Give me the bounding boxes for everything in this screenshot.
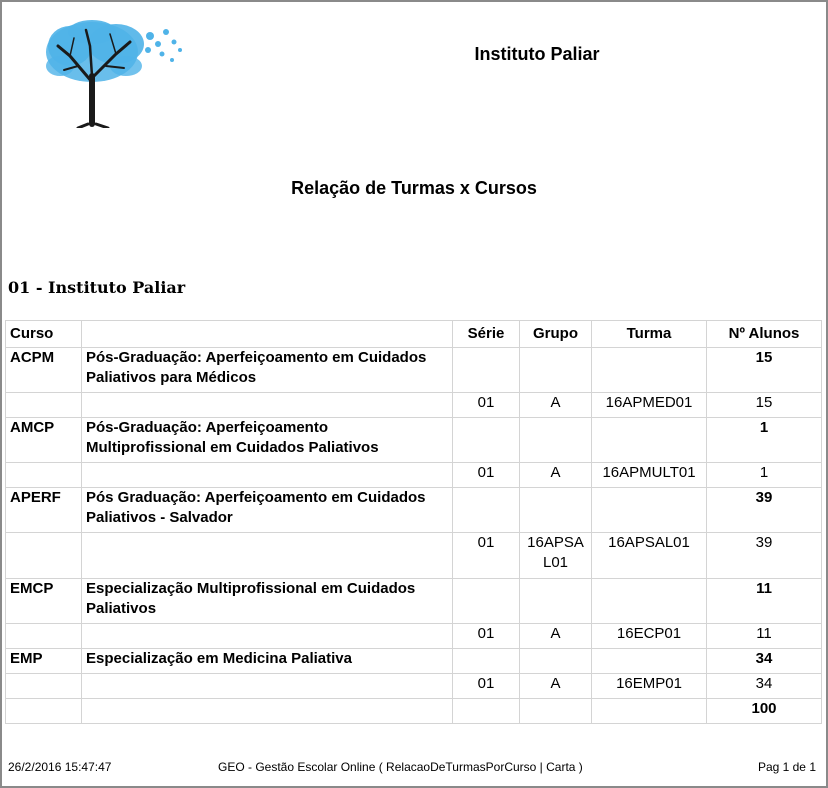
class-alunos: 39 [707,533,822,579]
course-total: 34 [707,649,822,674]
class-row [6,393,822,418]
class-turma: 16APMULT01 [592,463,707,488]
header-blank [82,321,453,348]
class-grupo: A [520,624,592,649]
footer-datetime: 26/2/2016 15:47:47 [8,760,112,774]
course-name: Especialização em Medicina Paliativa [82,649,453,674]
course-name: Pós-Graduação: Aperfeiçoamento Multiprofissional em Cuidados Paliativos [82,418,453,463]
tree-logo-icon [30,16,190,128]
course-total: 15 [707,348,822,393]
class-alunos: 1 [707,463,822,488]
class-serie: 01 [453,533,520,579]
class-alunos: 15 [707,393,822,418]
class-turma: 16EMP01 [592,674,707,699]
class-row [6,463,822,488]
course-code: AMCP [6,418,82,463]
class-alunos: 11 [707,624,822,649]
course-code: ACPM [6,348,82,393]
course-total: 39 [707,488,822,533]
class-grupo: 16APSAL01 [520,533,592,579]
course-total: 11 [707,579,822,624]
class-row [6,533,822,579]
header-turma: Turma [592,321,707,348]
footer-page: Pag 1 de 1 [757,760,816,774]
course-row [6,488,822,533]
class-grupo: A [520,674,592,699]
course-name: Pós-Graduação: Aperfeiçoamento em Cuidados Paliativos para Médicos [82,348,453,393]
table-header-row [6,321,822,348]
course-name: Pós Graduação: Aperfeiçoamento em Cuidados Paliativos - Salvador [82,488,453,533]
institution-name: Instituto Paliar [474,44,600,64]
class-turma: 16APMED01 [592,393,707,418]
class-grupo: A [520,393,592,418]
course-name: Especialização Multiprofissional em Cuidados Paliativos [82,579,453,624]
course-total: 1 [707,418,822,463]
course-code: EMCP [6,579,82,624]
class-row [6,674,822,699]
header-alunos: Nº Alunos [707,321,822,348]
course-code: EMP [6,649,82,674]
class-grupo: A [520,463,592,488]
courses-table [5,320,822,724]
class-turma: 16APSAL01 [592,533,707,579]
grand-total: 100 [707,699,822,724]
class-row [6,624,822,649]
class-serie: 01 [453,674,520,699]
course-row [6,418,822,463]
grand-total-row [6,699,822,724]
course-row [6,579,822,624]
course-row [6,348,822,393]
header-grupo: Grupo [520,321,592,348]
course-code: APERF [6,488,82,533]
footer-system: GEO - Gestão Escolar Online ( RelacaoDeTurmasPorCurso | Carta ) [218,760,583,774]
class-serie: 01 [453,624,520,649]
class-turma: 16ECP01 [592,624,707,649]
section-title: 01 - Instituto Paliar [8,278,186,297]
header-serie: Série [453,321,520,348]
course-row [6,649,822,674]
header-curso: Curso [6,321,82,348]
class-serie: 01 [453,463,520,488]
class-serie: 01 [453,393,520,418]
report-title: Relação de Turmas x Cursos [291,178,537,198]
class-alunos: 34 [707,674,822,699]
